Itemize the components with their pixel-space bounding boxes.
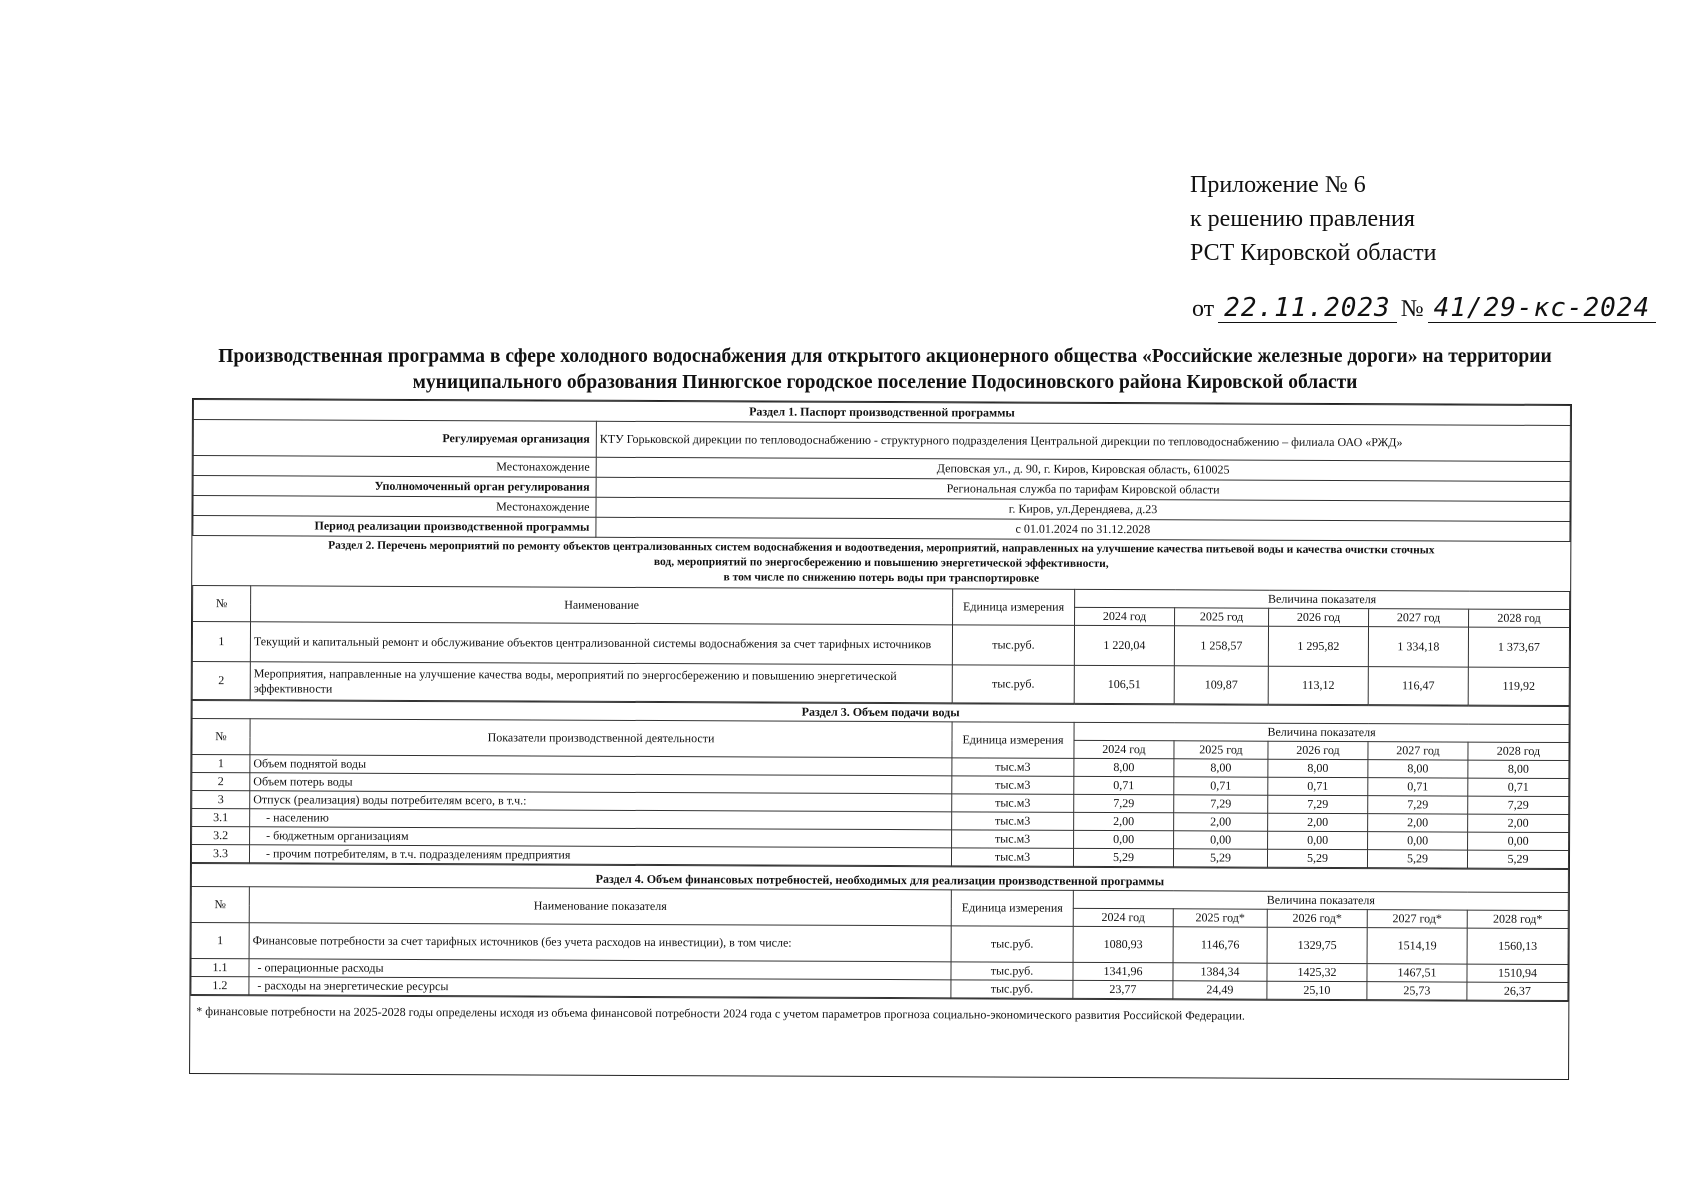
s2-row-name: Текущий и капитальный ремонт и обслуживание объектов централизованной системы водоснабжения за счет тарифных источников	[250, 622, 952, 665]
s2-row-value: 119,92	[1468, 667, 1569, 705]
s3-row-value: 5,29	[1073, 848, 1173, 866]
s1-value-authority-location: г. Киров, ул.Дерендяева, д.23	[596, 497, 1570, 521]
s3-row-value: 7,29	[1468, 796, 1569, 814]
decree-number-label: №	[1400, 296, 1424, 322]
s3-row-value: 7,29	[1174, 795, 1268, 813]
section2-table	[192, 585, 1570, 706]
s4-row-no: 1	[191, 923, 249, 959]
s3-row-name: Объем поднятой воды	[250, 755, 952, 776]
s3-row-name: Отпуск (реализация) воды потребителям всего, в т.ч.:	[250, 791, 952, 812]
s3-row-value: 7,29	[1368, 796, 1468, 814]
s4-row-unit: тыс.руб.	[951, 926, 1073, 963]
s3-row-no: 1	[192, 755, 250, 773]
s1-value-org: КТУ Горьковской дирекции по тепловодоснабжению - структурного подразделения Центральной дирекции по тепловодоснабжению – филиала ОАО «РЖД»	[596, 421, 1570, 461]
s3-row-value: 8,00	[1268, 759, 1368, 777]
s3-row-value: 0,00	[1268, 831, 1368, 849]
s3-row-value: 0,00	[1368, 832, 1468, 850]
s1-label-location: Местонахождение	[193, 456, 596, 478]
s3-row-value: 5,29	[1173, 849, 1267, 867]
appendix-decision: к решению правления	[1190, 206, 1415, 232]
section2-title-line2: вод, мероприятий по энергосбережению и повышению энергетической эффективности,	[653, 556, 1109, 571]
s3-row-value: 0,00	[1074, 830, 1174, 848]
s2-head-no: №	[193, 586, 251, 622]
s3-row-value: 7,29	[1268, 795, 1368, 813]
s4-row-value: 1425,32	[1267, 963, 1367, 981]
s3-row-value: 8,00	[1368, 760, 1468, 778]
section4-title: Раздел 4. Объем финансовых потребностей, необходимых для реализации производственной программы	[191, 864, 1568, 893]
s2-row-unit: тыс.руб.	[952, 665, 1074, 704]
s3-row-value: 5,29	[1367, 850, 1467, 868]
s4-row-no: 1.1	[191, 959, 249, 977]
s3-row-name: - населению	[250, 809, 952, 830]
s4-row-value: 25,10	[1267, 981, 1367, 999]
s3-row-name: Объем потерь воды	[250, 773, 952, 794]
s2-year: 2026 год	[1269, 608, 1369, 626]
s1-value-authority: Региональная служба по тарифам Кировской области	[596, 477, 1570, 501]
s4-row-unit: тыс.руб.	[951, 962, 1073, 981]
s4-row-name: Финансовые потребности за счет тарифных источников (без учета расходов на инвестиции), в том числе:	[249, 923, 951, 962]
s2-year: 2024 год	[1075, 607, 1175, 625]
s3-row-value: 0,00	[1174, 831, 1268, 849]
s3-row-no: 3.3	[191, 845, 249, 863]
s4-head-no: №	[191, 887, 249, 923]
s3-row-unit: тыс.м3	[952, 830, 1074, 849]
s4-head-unit: Единица измерения	[951, 890, 1073, 927]
s4-row-value: 1467,51	[1367, 964, 1467, 982]
s3-row-unit: тыс.м3	[952, 812, 1074, 831]
s3-row-no: 3.1	[192, 809, 250, 827]
decree-date: 22.11.2023	[1218, 294, 1397, 323]
s2-row-value: 116,47	[1368, 667, 1468, 705]
s3-row-value: 2,00	[1268, 813, 1368, 831]
s3-row-value: 7,29	[1074, 794, 1174, 812]
s4-head-value: Величина показателя	[1073, 890, 1568, 910]
s4-row-value: 25,73	[1367, 982, 1467, 1000]
s2-row-no: 1	[192, 622, 250, 662]
appendix-header	[1190, 168, 1437, 270]
s4-year: 2024 год	[1073, 908, 1173, 926]
s3-row-no: 3.2	[192, 827, 250, 845]
decree-line	[1188, 294, 1656, 323]
s4-row-value: 1384,34	[1173, 963, 1267, 981]
s2-row-value: 1 373,67	[1468, 627, 1569, 667]
s4-row-value: 1510,94	[1467, 964, 1568, 982]
s4-row-value: 1560,13	[1467, 928, 1568, 964]
s3-row-value: 8,00	[1074, 758, 1174, 776]
s3-row-value: 0,71	[1368, 778, 1468, 796]
s4-year: 2028 год*	[1467, 910, 1568, 928]
s3-row-unit: тыс.м3	[951, 848, 1073, 867]
s3-row-unit: тыс.м3	[952, 794, 1074, 813]
s3-row-value: 8,00	[1174, 759, 1268, 777]
s3-year: 2024 год	[1074, 740, 1174, 758]
s3-head-name: Показатели производственной деятельности	[250, 719, 952, 758]
s3-row-no: 2	[192, 773, 250, 791]
s3-year: 2026 год	[1268, 741, 1368, 759]
table-row	[192, 622, 1569, 668]
section2-title-line3: в том числе по снижению потерь воды при транспортировке	[723, 571, 1039, 585]
s3-row-unit: тыс.м3	[952, 758, 1074, 777]
s2-head-name: Наименование	[251, 586, 953, 625]
s3-row-name: - прочим потребителям, в т.ч. подразделениям предприятия	[249, 845, 951, 866]
s4-row-value: 23,77	[1073, 980, 1173, 998]
s2-head-value: Величина показателя	[1075, 589, 1570, 609]
s3-row-no: 3	[192, 791, 250, 809]
s4-row-value: 1341,96	[1073, 962, 1173, 980]
s4-year: 2025 год*	[1173, 909, 1267, 927]
section4-table	[190, 863, 1569, 1001]
s4-row-unit: тыс.руб.	[951, 980, 1073, 999]
s4-year: 2026 год*	[1267, 909, 1367, 927]
s3-row-value: 0,71	[1074, 776, 1174, 794]
s4-row-value: 1329,75	[1267, 927, 1367, 963]
s4-year: 2027 год*	[1367, 910, 1467, 928]
s4-row-value: 24,49	[1173, 981, 1267, 999]
s3-row-value: 2,00	[1174, 813, 1268, 831]
appendix-authority: РСТ Кировской области	[1190, 240, 1437, 266]
s3-row-value: 5,29	[1467, 850, 1568, 868]
decree-from-label: от	[1192, 296, 1215, 322]
section1-title: Раздел 1. Паспорт производственной программы	[193, 400, 1570, 426]
s3-head-unit: Единица измерения	[952, 722, 1074, 759]
s4-row-name: - операционные расходы	[249, 959, 951, 980]
s2-year: 2027 год	[1369, 609, 1469, 627]
s1-label-authority: Уполномоченный орган регулирования	[193, 476, 596, 498]
s4-row-value: 1514,19	[1367, 928, 1467, 964]
s3-year: 2028 год	[1468, 742, 1569, 760]
section3-title: Раздел 3. Объем подачи воды	[192, 701, 1569, 725]
s2-row-no: 2	[192, 662, 250, 700]
s2-row-value: 1 220,04	[1074, 625, 1174, 665]
program-document	[189, 398, 1572, 1080]
section2-title-line1: Раздел 2. Перечень мероприятий по ремонту объектов централизованных систем водоснабжения и водоотведения, мероприятий, направленных на улучшение качества питьевой воды и качества очистки сточных	[328, 539, 1435, 557]
s2-row-value: 113,12	[1268, 666, 1368, 704]
s2-head-unit: Единица измерения	[953, 589, 1075, 626]
document-title: Производственная программа в сфере холодного водоснабжения для открытого акционерного общества «Российские железные дороги» на территории муниципального образования Пинюгское городское поселение Подосиновского района Кировской области	[218, 346, 1552, 393]
s2-row-name: Мероприятия, направленные на улучшение качества воды, мероприятий по энергосбережению и повышению энергетической эффективности	[250, 662, 952, 703]
s4-row-value: 26,37	[1467, 982, 1568, 1000]
s4-head-name: Наименование показателя	[249, 887, 951, 926]
s2-year: 2028 год	[1469, 609, 1570, 627]
s4-row-name: - расходы на энергетические ресурсы	[249, 977, 951, 998]
s1-label-period: Период реализации производственной программы	[193, 516, 596, 538]
s3-row-value: 5,29	[1267, 849, 1367, 867]
s2-row-value: 1 258,57	[1174, 626, 1268, 666]
footnote: * финансовые потребности на 2025-2028 годы определены исходя из объема финансовой потребности 2024 года с учетом параметров прогноза социально-экономического развития Российской Федерации.	[190, 995, 1568, 1033]
decree-number: 41/29-кс-2024	[1428, 294, 1657, 323]
s1-value-location: Деповская ул., д. 90, г. Киров, Кировская область, 610025	[596, 457, 1570, 481]
s2-row-value: 1 295,82	[1268, 626, 1368, 666]
s3-row-value: 8,00	[1468, 760, 1569, 778]
s4-row-value: 1146,76	[1173, 927, 1267, 963]
s3-head-no: №	[192, 719, 250, 755]
section2-title	[192, 536, 1570, 591]
s1-label-authority-location: Местонахождение	[193, 496, 596, 518]
s2-row-value: 106,51	[1074, 665, 1174, 703]
s3-row-value: 0,71	[1468, 778, 1569, 796]
s4-row-value: 1080,93	[1073, 926, 1173, 962]
s1-value-period: с 01.01.2024 по 31.12.2028	[596, 517, 1570, 541]
s3-row-value: 0,00	[1468, 832, 1569, 850]
s3-year: 2027 год	[1368, 742, 1468, 760]
s3-row-value: 2,00	[1074, 812, 1174, 830]
s3-row-value: 2,00	[1468, 814, 1569, 832]
section1-passport	[192, 399, 1571, 542]
s2-year: 2025 год	[1175, 608, 1269, 626]
appendix-number: Приложение № 6	[1190, 172, 1366, 198]
s2-row-value: 1 334,18	[1368, 627, 1468, 667]
s3-head-value: Величина показателя	[1074, 722, 1569, 742]
table-row	[191, 923, 1568, 965]
s4-row-no: 1.2	[191, 977, 249, 995]
section3-table	[191, 700, 1570, 869]
table-row	[192, 662, 1569, 706]
s3-row-value: 0,71	[1268, 777, 1368, 795]
s1-label-org: Регулируемая организация	[193, 420, 596, 458]
s3-row-value: 0,71	[1174, 777, 1268, 795]
s2-row-unit: тыс.руб.	[952, 625, 1074, 666]
s3-row-value: 2,00	[1368, 814, 1468, 832]
s3-year: 2025 год	[1174, 741, 1268, 759]
s3-row-name: - бюджетным организациям	[250, 827, 952, 848]
s3-row-unit: тыс.м3	[952, 776, 1074, 795]
s2-row-value: 109,87	[1174, 666, 1268, 704]
